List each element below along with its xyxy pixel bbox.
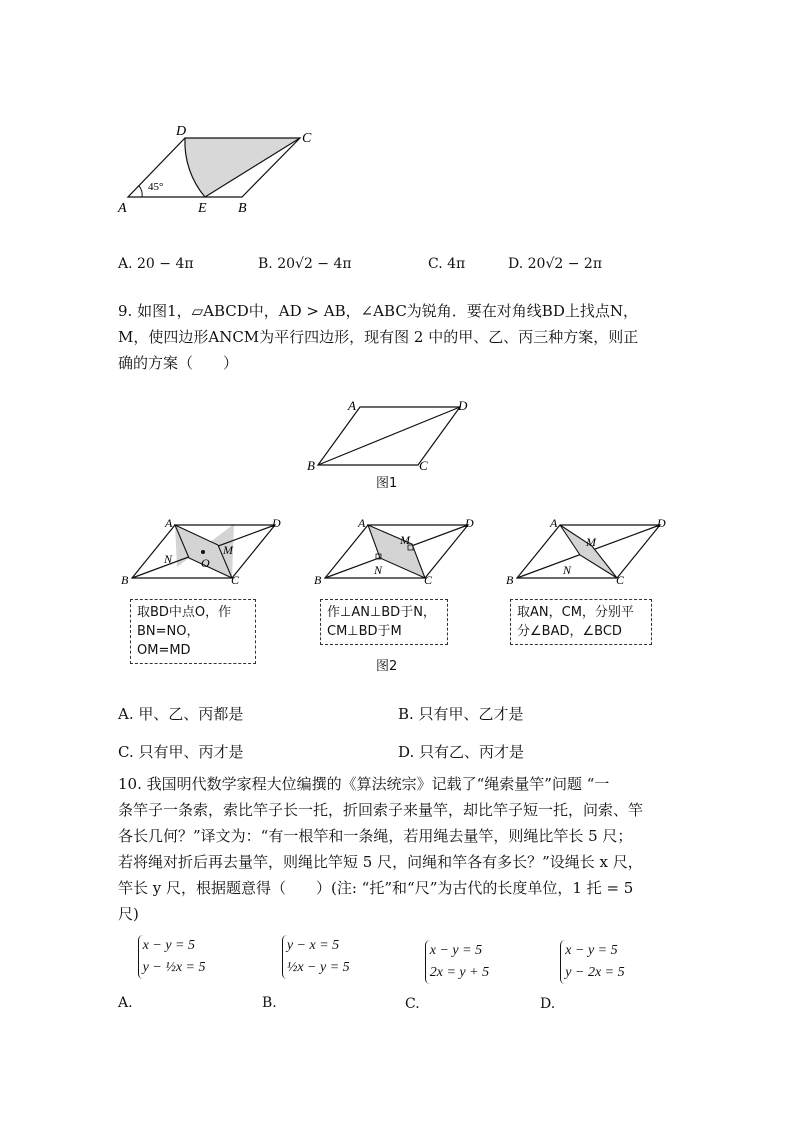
plan2-box xyxy=(320,599,448,645)
q10-line3: 各长几何？”译文为：“有一根竿和一条绳，若用绳去量竿，则绳比竿长 5 尺； xyxy=(118,827,633,845)
q10-d-eq2: y − 2x = 5 xyxy=(565,965,625,980)
svg-text:O: O xyxy=(201,556,210,570)
q10-option-a[interactable] xyxy=(118,935,205,1011)
label-A: A xyxy=(118,201,127,216)
svg-text:M: M xyxy=(400,533,410,547)
q9-option-d[interactable]: D. 只有乙、丙才是 xyxy=(398,743,525,761)
plan3-line2: 分∠BAD，∠BCD xyxy=(517,624,622,639)
plan2-line2: CM⊥BD于M xyxy=(327,624,402,639)
svg-text:C: C xyxy=(419,458,428,473)
plan3-box xyxy=(510,599,652,645)
q10-option-a-system xyxy=(138,935,206,979)
q10-a-eq2: y − ½x = 5 xyxy=(142,960,206,975)
svg-text:A: A xyxy=(165,516,173,530)
q9-stem-line1: 9. 如图1，▱ABCD中，AD > AB，∠ABC为锐角．要在对角线BD上找点N， xyxy=(118,302,638,320)
svg-text:M: M xyxy=(223,543,233,557)
q10-b-eq1: y − x = 5 xyxy=(286,938,340,953)
label-E: E xyxy=(198,201,207,216)
q10-option-b[interactable] xyxy=(262,935,350,1011)
q10-line5: 竿长 y 尺，根据题意得（ ）(注: “托”和“尺”为古代的长度单位，1 托 = 5 xyxy=(118,879,634,897)
q8-option-a[interactable] xyxy=(118,256,194,272)
q9-stem-line3: 确的方案（ ） xyxy=(118,354,239,372)
q8-option-d-text: 20√2 − 2π xyxy=(527,256,603,272)
svg-text:B: B xyxy=(307,458,315,473)
q10-a-eq1: x − y = 5 xyxy=(142,938,195,953)
q10-option-b-system xyxy=(282,935,350,979)
plan1-line1: 取BD中点O，作 xyxy=(137,605,232,620)
fig2-caption: 图2 xyxy=(376,659,398,674)
svg-text:D: D xyxy=(465,516,474,530)
figure-2-plan1 xyxy=(115,512,290,592)
svg-text:C: C xyxy=(231,573,240,587)
svg-text:D: D xyxy=(272,516,281,530)
q8-option-b-text: 20√2 − 4π xyxy=(277,256,352,272)
q10-line4: 若将绳对折后再去量竿，则绳比竿短 5 尺，问绳和竿各有多长？”设绳长 x 尺， xyxy=(118,853,643,871)
q8-figure xyxy=(110,120,330,220)
q10-option-c-system xyxy=(425,940,489,984)
figure-2-plan3 xyxy=(500,512,675,592)
q8-option-c-letter: C. xyxy=(428,256,443,272)
q10-option-c-letter: C. xyxy=(405,996,420,1012)
q10-line2: 条竿子一条索，索比竿子长一托，折回索子来量竿，却比竿子短一托，问索、竿 xyxy=(118,801,644,819)
svg-text:N: N xyxy=(374,563,383,577)
svg-text:C: C xyxy=(424,573,433,587)
q8-option-d-letter: D. xyxy=(508,256,524,272)
svg-text:C: C xyxy=(616,573,625,587)
q10-line6: 尺) xyxy=(118,905,139,923)
shaded-region xyxy=(185,138,300,197)
q10-option-d[interactable] xyxy=(540,940,625,1012)
q10-line1: 10. 我国明代数学家程大位编撰的《算法统宗》记载了“绳索量竿”问题 “一 xyxy=(118,775,610,793)
svg-text:B: B xyxy=(314,573,322,587)
q10-option-c[interactable] xyxy=(405,940,489,1012)
q9-stem-line2: M，使四边形ANCM为平行四边形，现有图 2 中的甲、乙、丙三种方案，则正 xyxy=(118,328,639,346)
angle-mark xyxy=(139,186,142,197)
plan1-box xyxy=(130,599,256,664)
svg-text:M: M xyxy=(586,535,596,549)
q10-c-eq1: x − y = 5 xyxy=(429,943,483,958)
svg-text:N: N xyxy=(563,563,572,577)
q10-option-b-letter: B. xyxy=(262,995,277,1011)
plan1-line2: BN=NO，OM=MD xyxy=(137,624,200,658)
q10-b-eq2: ½x − y = 5 xyxy=(286,960,350,975)
figure-2-plan2 xyxy=(308,512,483,592)
svg-text:A: A xyxy=(358,516,366,530)
label-D: D xyxy=(176,124,187,139)
q9-option-b[interactable]: B. 只有甲、乙才是 xyxy=(398,705,524,723)
q9-option-a[interactable]: A. 甲、乙、丙都是 xyxy=(118,705,244,723)
q10-option-a-letter: A. xyxy=(118,995,133,1011)
svg-text:A: A xyxy=(550,516,558,530)
q10-stem xyxy=(118,771,688,927)
svg-text:A: A xyxy=(348,398,356,413)
q8-option-b[interactable] xyxy=(258,256,352,272)
plan2-line1: 作⊥AN⊥BD于N， xyxy=(327,605,436,620)
q8-option-d[interactable] xyxy=(508,256,602,272)
q10-d-eq1: x − y = 5 xyxy=(565,943,618,958)
q10-c-eq2: 2x = y + 5 xyxy=(429,965,490,980)
svg-text:B: B xyxy=(506,573,514,587)
q10-option-d-letter: D. xyxy=(540,996,556,1012)
plan3-line1: 取AN，CM，分别平 xyxy=(517,605,634,620)
label-C: C xyxy=(302,131,312,146)
q9-stem xyxy=(118,298,678,376)
svg-text:N: N xyxy=(164,552,173,566)
fig1-caption: 图1 xyxy=(376,476,398,491)
q9-option-c[interactable]: C. 只有甲、丙才是 xyxy=(118,743,244,761)
label-angle: 45° xyxy=(148,181,164,193)
q8-option-a-letter: A. xyxy=(118,256,133,272)
q10-option-d-system xyxy=(560,940,624,984)
q8-option-b-letter: B. xyxy=(258,256,273,272)
svg-text:D: D xyxy=(657,516,666,530)
svg-text:B: B xyxy=(121,573,129,587)
q8-option-c[interactable] xyxy=(428,256,465,272)
q8-option-a-text: 20 − 4π xyxy=(137,256,194,272)
label-B: B xyxy=(238,201,247,216)
q8-option-c-text: 4π xyxy=(447,256,466,272)
svg-text:D: D xyxy=(458,398,468,413)
